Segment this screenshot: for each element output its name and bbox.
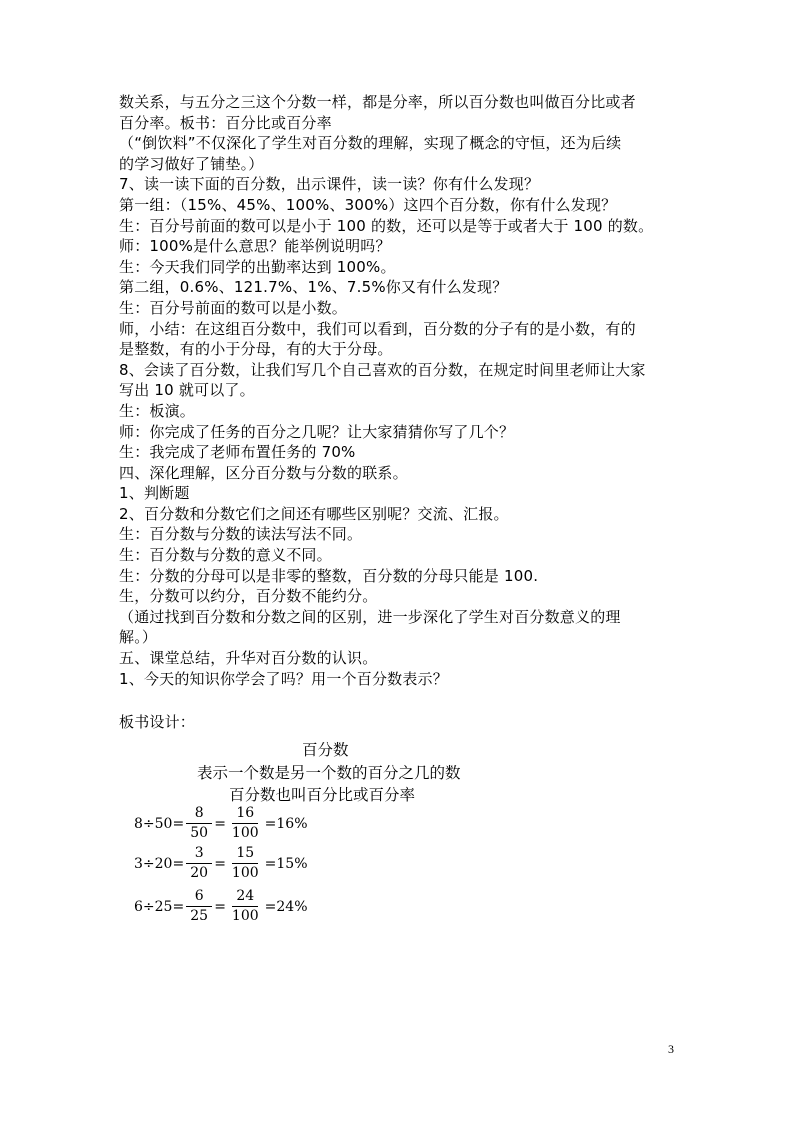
text-line: 生：百分号前面的数可以是小于 100 的数，还可以是等于或者大于 100 的数。 xyxy=(119,216,654,235)
fraction xyxy=(186,845,212,882)
equals-sign: = xyxy=(214,815,226,832)
text-line: 的学习做好了铺垫。） xyxy=(119,154,264,173)
fraction-numerator: 15 xyxy=(232,845,258,864)
text-line: 生：我完成了老师布置任务的 70% xyxy=(119,443,356,462)
text-line: 生：板演。 xyxy=(119,401,196,420)
text-line: 五、课堂总结，升华对百分数的认识。 xyxy=(119,649,378,668)
fraction xyxy=(228,845,263,882)
fraction-numerator: 24 xyxy=(232,888,258,907)
text-line: 生，分数可以约分，百分数不能约分。 xyxy=(119,587,378,606)
equation-row xyxy=(134,845,308,882)
text-line: （“倒饮料”不仅深化了学生对百分数的理解，实现了概念的守恒，还为后续 xyxy=(119,134,622,153)
text-line: 生：百分号前面的数可以是小数。 xyxy=(119,298,348,317)
text-line: 写出 10 就可以了。 xyxy=(119,381,255,400)
text-line: 8、会读了百分数，让我们写几个自己喜欢的百分数，在规定时间里老师让大家 xyxy=(119,360,646,379)
lesson-text xyxy=(119,92,679,732)
text-line: 生：百分数与分数的读法写法不同。 xyxy=(119,525,363,544)
equation-rhs: =16% xyxy=(264,815,308,832)
fraction-denominator: 25 xyxy=(190,908,209,924)
fraction-denominator: 20 xyxy=(190,865,209,881)
board-definition: 表示一个数是另一个数的百分之几的数 xyxy=(197,764,461,782)
text-line: 解。） xyxy=(119,628,158,647)
board-title: 百分数 xyxy=(302,741,349,759)
text-line: 是整数，有的小于分母，有的大于分母。 xyxy=(119,340,393,359)
equation-row xyxy=(134,888,308,925)
text-line: （通过找到百分数和分数之间的区别，进一步深化了学生对百分数意义的理 xyxy=(119,607,621,626)
equation-lhs: 8÷50= xyxy=(134,815,185,832)
text-line: 师：100%是什么意思？能举例说明吗？ xyxy=(119,237,391,256)
text-line: 1、判断题 xyxy=(119,484,190,503)
text-line: 百分率。板书：百分比或百分率 xyxy=(119,113,332,132)
fraction-numerator: 8 xyxy=(186,805,212,824)
fraction-numerator: 16 xyxy=(232,805,258,824)
text-line: 数关系，与五分之三这个分数一样，都是分率，所以百分数也叫做百分比或者 xyxy=(119,93,636,111)
fraction-denominator: 50 xyxy=(190,825,209,841)
text-line: 生：今天我们同学的出勤率达到 100%。 xyxy=(119,257,396,276)
equals-sign: = xyxy=(214,898,226,915)
fraction-denominator: 100 xyxy=(231,825,259,841)
fraction-denominator: 100 xyxy=(231,908,259,924)
fraction-numerator: 3 xyxy=(186,845,212,864)
text-line: 师，小结：在这组百分数中，我们可以看到，百分数的分子有的是小数，有的 xyxy=(119,319,636,338)
text-line: 生：分数的分母可以是非零的整数，百分数的分母只能是 100. xyxy=(119,566,539,585)
equation-rhs: =15% xyxy=(264,855,308,872)
text-line: 生：百分数与分数的意义不同。 xyxy=(119,546,332,565)
text-line: 7、读一读下面的百分数，出示课件，读一读？你有什么发现？ xyxy=(119,175,540,194)
text-line: 四、深化理解，区分百分数与分数的联系。 xyxy=(119,463,408,482)
fraction xyxy=(186,888,212,925)
page-number: 3 xyxy=(668,1042,674,1056)
fraction xyxy=(186,805,212,842)
blank-line xyxy=(119,689,679,710)
board-alias: 百分数也叫百分比或百分率 xyxy=(229,786,416,804)
fraction xyxy=(228,805,263,842)
board-design-label: 板书设计： xyxy=(119,712,196,731)
equation-lhs: 6÷25= xyxy=(134,898,185,915)
text-line: 第一组：（15%、45%、100%、300%）这四个百分数，你有什么发现？ xyxy=(119,195,617,214)
text-line: 2、百分数和分数它们之间还有哪些区别呢？交流、汇报。 xyxy=(119,504,509,523)
equation-lhs: 3÷20= xyxy=(134,855,185,872)
equation-rhs: =24% xyxy=(264,898,308,915)
text-line: 第二组，0.6%、121.7%、1%、7.5%你又有什么发现？ xyxy=(119,278,508,297)
text-line: 1、今天的知识你学会了吗？用一个百分数表示？ xyxy=(119,669,448,688)
equation-row xyxy=(134,805,308,842)
fraction xyxy=(228,888,263,925)
equals-sign: = xyxy=(214,855,226,872)
fraction-numerator: 6 xyxy=(186,888,212,907)
text-line: 师：你完成了任务的百分之几呢？让大家猜猜你写了几个？ xyxy=(119,422,515,441)
fraction-denominator: 100 xyxy=(231,865,259,881)
